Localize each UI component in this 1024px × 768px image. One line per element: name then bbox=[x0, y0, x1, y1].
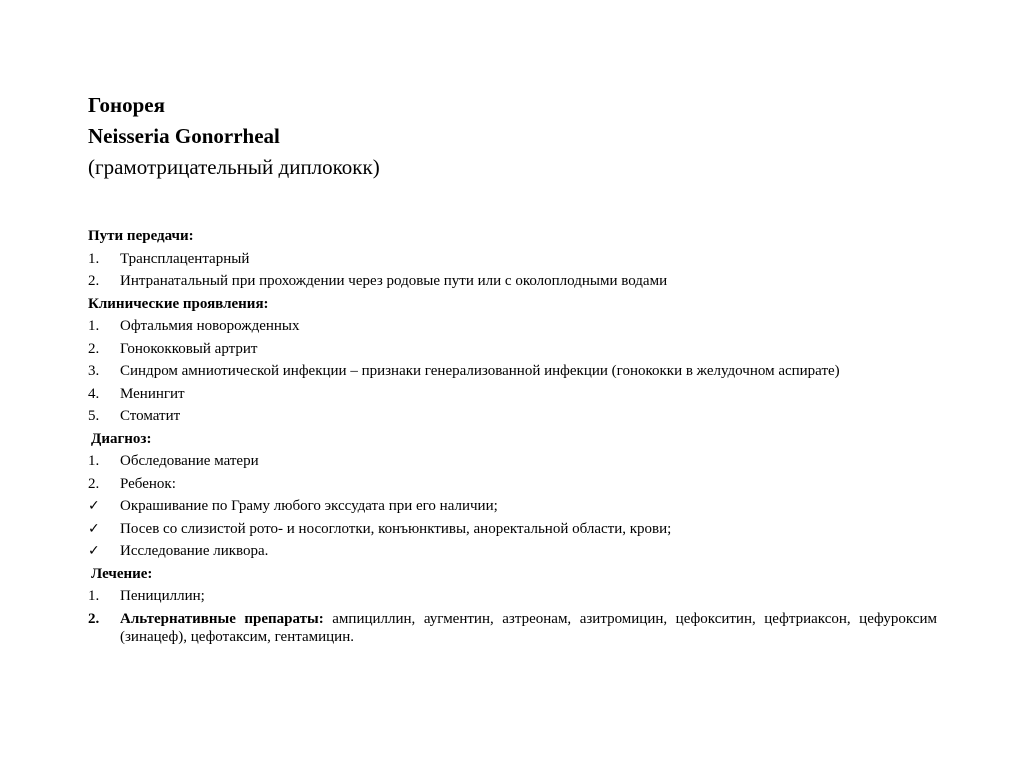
transmission-heading: Пути передачи: bbox=[88, 228, 194, 244]
list-marker: 2. bbox=[88, 340, 100, 357]
content-body bbox=[88, 227, 937, 650]
alternative-drugs-label: Альтернативные препараты: bbox=[120, 610, 324, 627]
list-marker: 1. bbox=[88, 588, 100, 604]
list-marker: 2. bbox=[88, 475, 100, 492]
list-item-text: Офтальмия новорожденных bbox=[120, 318, 300, 334]
clinical-heading: Клинические проявления: bbox=[88, 295, 269, 312]
list-item-text: Окрашивание по Граму любого экссудата при его наличии; bbox=[120, 498, 498, 514]
list-item-text: Посев со слизистой рото- и носоглотки, конъюнктивы, аноректальной области, крови; bbox=[120, 520, 672, 537]
list-item bbox=[88, 452, 937, 470]
list-item-text: Пенициллин; bbox=[120, 588, 205, 604]
list-item bbox=[88, 385, 937, 403]
list-item bbox=[88, 542, 937, 560]
list-marker: 1. bbox=[88, 453, 100, 469]
list-item bbox=[88, 587, 937, 605]
list-item bbox=[88, 272, 937, 290]
list-item bbox=[88, 340, 937, 358]
diagnosis-heading: Диагноз: bbox=[91, 430, 152, 447]
list-marker: 2. bbox=[88, 273, 100, 289]
list-item bbox=[88, 317, 937, 335]
list-item-text: Обследование матери bbox=[120, 453, 259, 469]
list-item-text: Стоматит bbox=[120, 408, 181, 424]
list-item bbox=[88, 497, 937, 515]
list-item-text: Ребенок: bbox=[120, 475, 176, 492]
pathogen-description: (грамотрицательный диплококк) bbox=[88, 155, 380, 179]
pathogen-name: Neisseria Gonorrheal bbox=[88, 124, 280, 148]
list-item bbox=[88, 610, 937, 646]
checkmark-icon: ✓ bbox=[88, 520, 100, 537]
checkmark-icon: ✓ bbox=[88, 543, 100, 559]
list-item bbox=[88, 407, 937, 425]
title-block bbox=[88, 90, 380, 183]
list-item bbox=[88, 520, 937, 538]
page-title: Гонорея bbox=[88, 93, 165, 117]
list-item-text: Менингит bbox=[120, 385, 185, 402]
treatment-heading: Лечение: bbox=[91, 565, 153, 582]
list-marker: 2. bbox=[88, 610, 100, 627]
list-item-text: Исследование ликвора. bbox=[120, 543, 269, 559]
list-marker: 3. bbox=[88, 363, 100, 379]
list-marker: 1. bbox=[88, 250, 100, 267]
list-item-text: Синдром амниотической инфекции – признаки генерализованной инфекции (гонококки в желудочном аспирате) bbox=[120, 363, 840, 379]
list-item bbox=[88, 362, 937, 380]
list-item-text: Гонококковый артрит bbox=[120, 340, 258, 357]
checkmark-icon: ✓ bbox=[88, 498, 100, 514]
list-marker: 5. bbox=[88, 408, 100, 424]
list-item-text bbox=[120, 610, 937, 646]
list-item-text: Интранатальный при прохождении через родовые пути или с околоплодными водами bbox=[120, 273, 668, 289]
list-marker: 4. bbox=[88, 385, 100, 402]
alternative-drugs-list: ампициллин, аугментин, азтреонам, азитромицин, цефокситин, цефтриаксон, цефуроксим (зинацеф), цефотаксим, гентамицин. bbox=[120, 610, 937, 645]
list-marker: 1. bbox=[88, 318, 100, 334]
list-item-text: Трансплацентарный bbox=[120, 250, 250, 267]
list-item bbox=[88, 475, 937, 493]
list-item bbox=[88, 250, 937, 268]
